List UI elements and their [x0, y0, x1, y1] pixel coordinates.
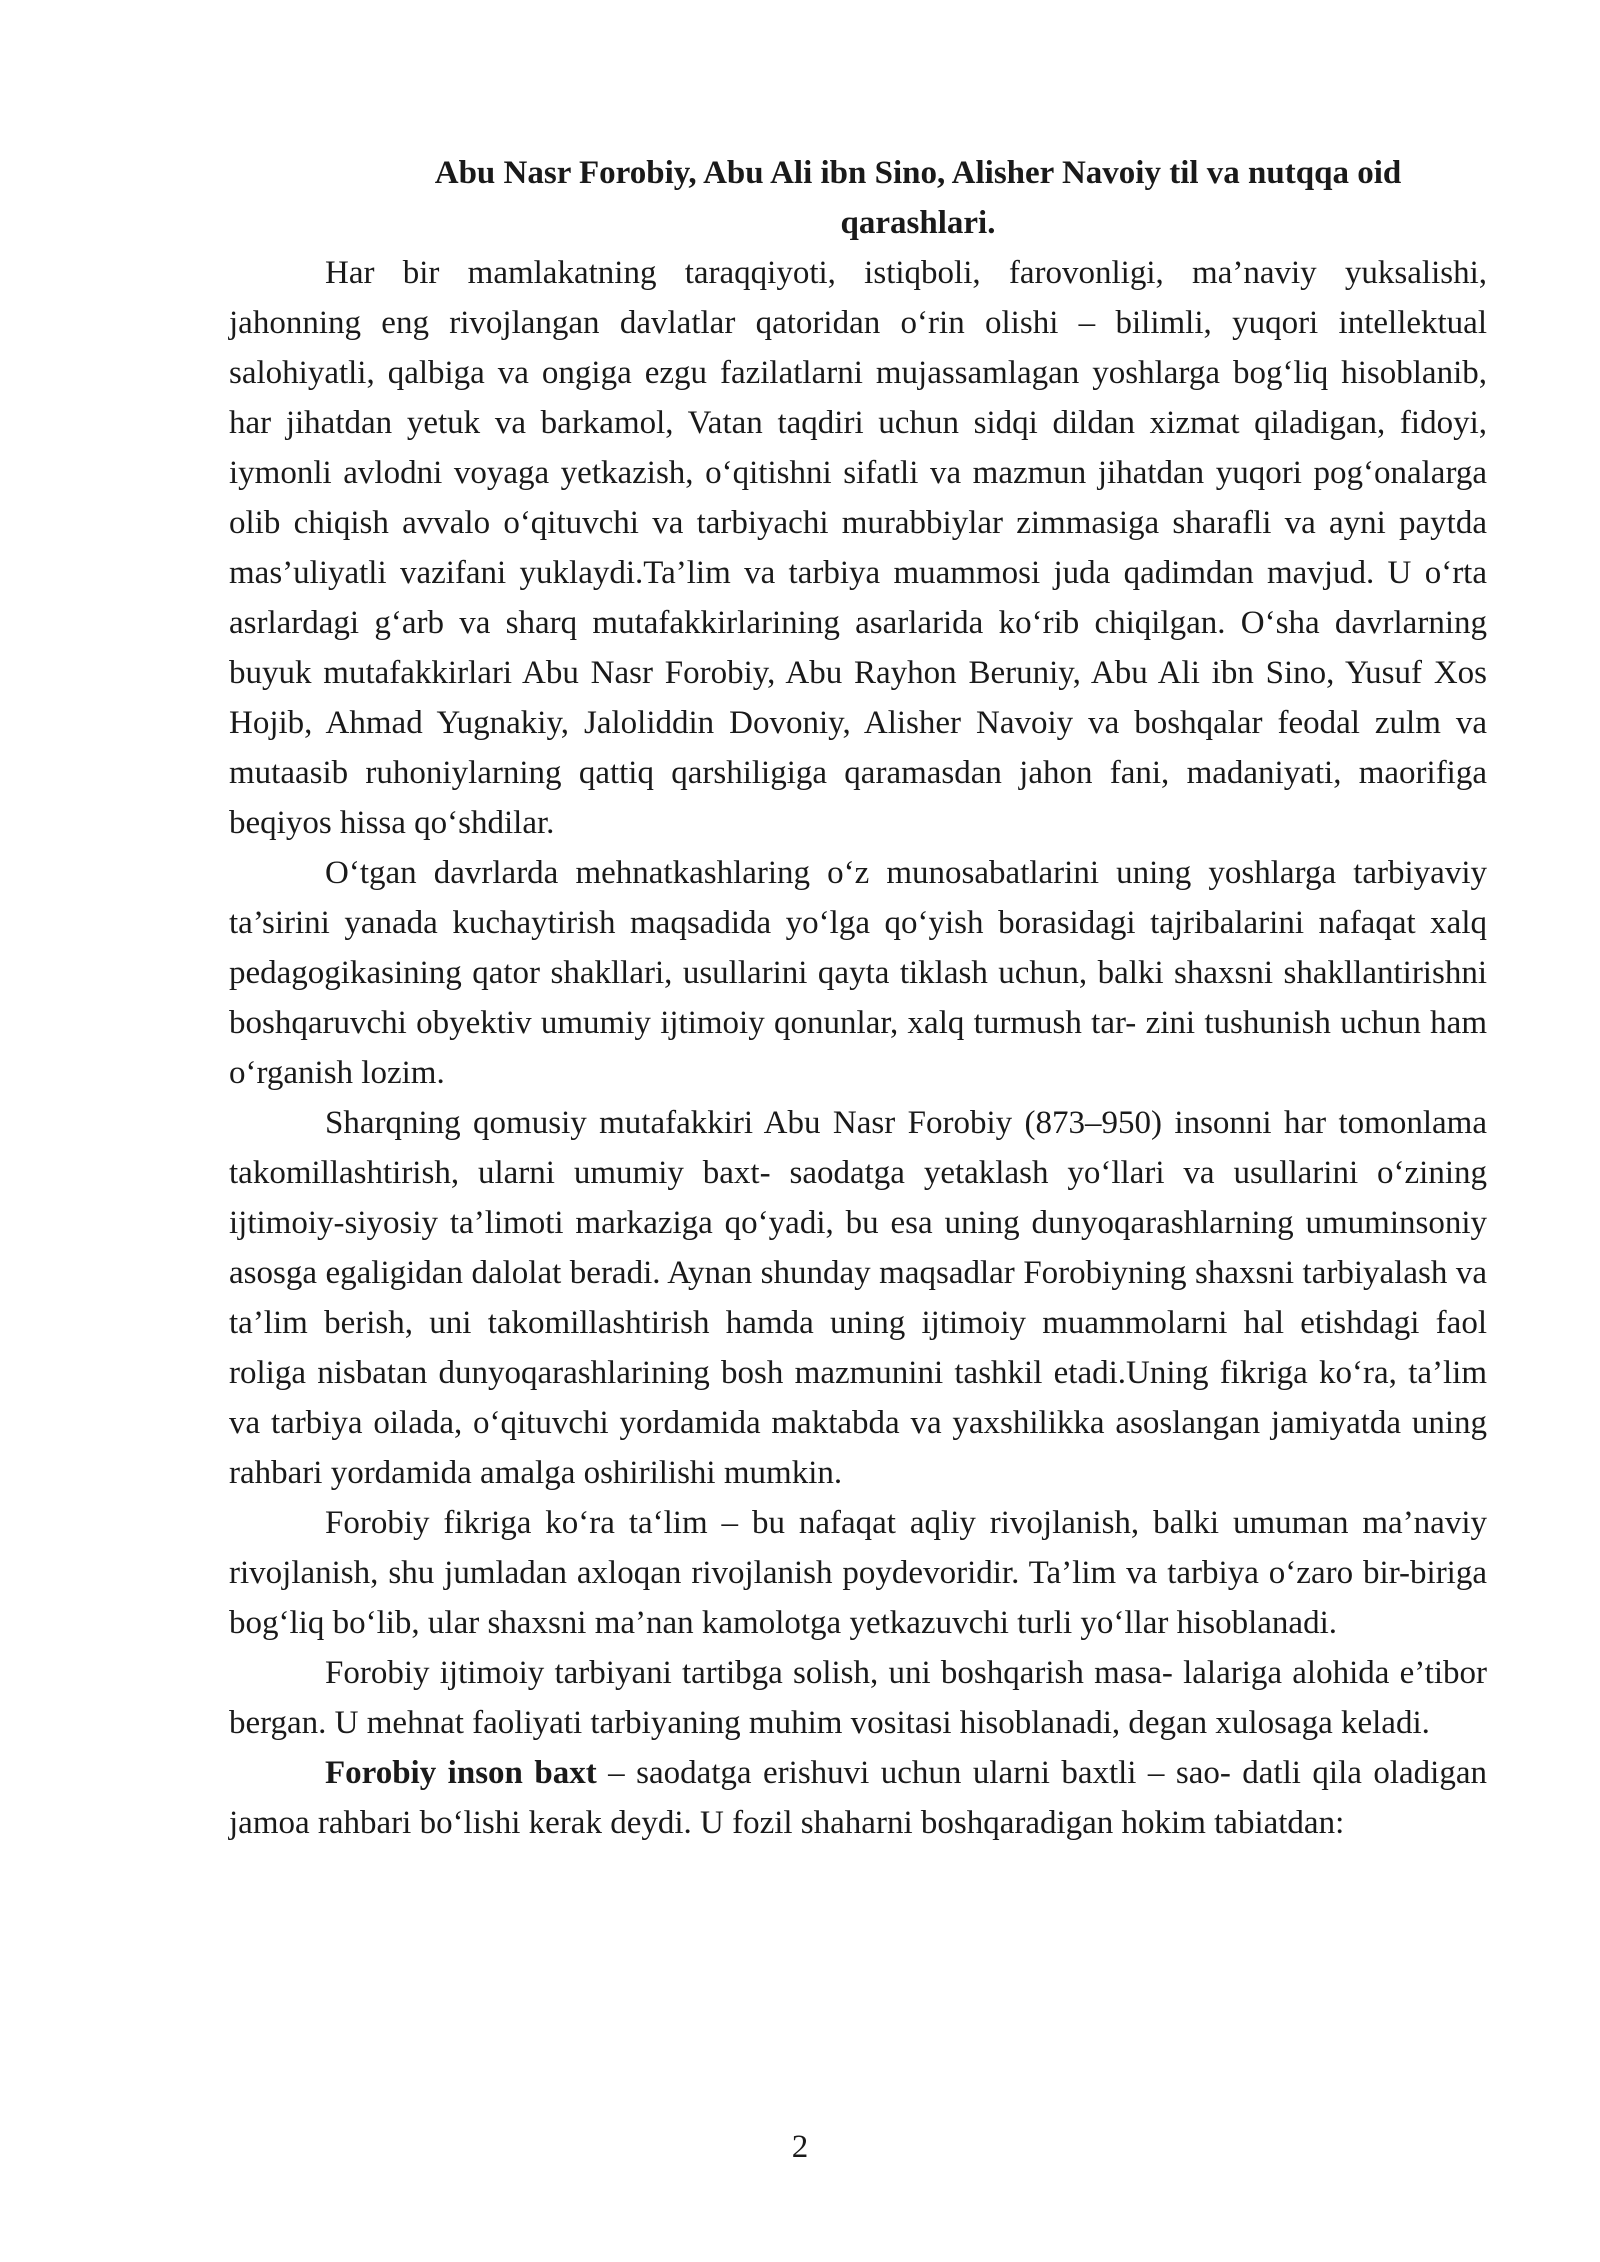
paragraph-1: Har bir mamlakatning taraqqiyoti, istiqboli, farovonligi, ma’naviy yuksalishi, jahonning eng rivojlangan davlatlar qatoridan o‘rin olishi – bilimli, yuqori intellektual salohiyatli, qalbiga va ongiga ezgu fazilatlarni mujassamlagan yoshlarga bog‘liq hisoblanib, har jihatdan yetuk va barkamol, Vatan taqdiri uchun sidqi dildan xizmat qiladigan, fidoyi, iymonli avlodni voyaga yetkazish, o‘qitishni sifatli va mazmun jihatdan yuqori pog‘onalarga olib chiqish avvalo o‘qituvchi va tarbiyachi murabbiylar zimmasiga sharafli va ayni paytda mas’uliyatli vazifani yuklaydi.Ta’lim va tarbiya muammosi juda qadimdan mavjud. U o‘rta asrlardagi g‘arb va sharq mutafakkirlarining asarlarida ko‘rib chiqilgan. O‘sha davrlarning buyuk mutafakkirlari Abu Nasr Forobiy, Abu Rayhon Beruniy, Abu Ali ibn Sino, Yusuf Xos Hojib, Ahmad Yugnakiy, Jaloliddin Dovoniy, Alisher Navoiy va boshqalar feodal zulm va mutaasib ruhoniylarning qattiq qarshiligiga qaramasdan jahon fani, madaniyati, maorifiga beqiyos hissa qo‘shdilar.	[229, 255, 1487, 841]
paragraph-2: O‘tgan davrlarda mehnatkashlaring o‘z munosabatlarini uning yoshlarga tarbiyaviy ta’sirini yanada kuchaytirish maqsadida yo‘lga qo‘yish borasidagi tajribalarini nafaqat xalq pedagogikasining qator shakllari, usullarini qayta tiklash uchun, balki shaxsni shakllantirishni boshqaruvchi obyektiv umumiy ijtimoiy qonunlar, xalq turmush tar- zini tushunish uchun ham o‘rganish lozim.	[229, 855, 1487, 1091]
paragraph-4: Forobiy fikriga ko‘ra ta‘lim – bu nafaqat aqliy rivojlanish, balki umuman ma’naviy rivojlanish, shu jumladan axloqan rivojlanish poydevoridir. Ta’lim va tarbiya o‘zaro bir-biriga bog‘liq bo‘lib, ular shaxsni ma’nan kamolotga yetkazuvchi turli yo‘llar hisoblanadi.	[229, 1505, 1487, 1641]
title-line-1: Abu Nasr Forobiy, Abu Ali ibn Sino, Alisher Navoiy til va nutqqa oid	[434, 155, 1402, 191]
paragraph-6-bold-lead: Forobiy inson baxt	[325, 1755, 597, 1791]
paragraph-6-text: – saodatga erishuvi uchun ularni baxtli – sao- datli qila oladigan jamoa rahbari bo‘lishi kerak deydi. U fozil shaharni boshqaradigan hokim tabiatdan:	[229, 1755, 1487, 1841]
page-number: 2	[791, 2129, 809, 2165]
paragraph-5: Forobiy ijtimoiy tarbiyani tartibga solish, uni boshqarish masa- lalariga alohida e’tibor bergan. U mehnat faoliyati tarbiyaning muhim vositasi hisoblanadi, degan xulosaga keladi.	[229, 1655, 1487, 1741]
paragraph-3: Sharqning qomusiy mutafakkiri Abu Nasr Forobiy (873–950) insonni har tomonlama takomillashtirish, ularni umumiy baxt- saodatga yetaklash yo‘llari va usullarini o‘zining ijtimoiy-siyosiy ta’limoti markaziga qo‘yadi, bu esa uning dunyoqarashlarning umuminsoniy asosga egaligidan dalolat beradi. Aynan shunday maqsadlar Forobiyning shaxsni tarbiyalash va ta’lim berish, uni takomillashtirish hamda uning ijtimoiy muammolarni hal etishdagi faol roliga nisbatan dunyoqarashlarining bosh mazmunini tashkil etadi.Uning fikriga ko‘ra, ta’lim va tarbiya oilada, o‘qituvchi yordamida maktabda va yaxshilikka asoslangan jamiyatda uning rahbari yordamida amalga oshirilishi mumkin.	[229, 1105, 1487, 1491]
document-body	[229, 148, 1487, 1848]
paragraph-6	[229, 1748, 1487, 1848]
document-title	[229, 148, 1487, 248]
title-line-2: qarashlari.	[840, 205, 996, 241]
